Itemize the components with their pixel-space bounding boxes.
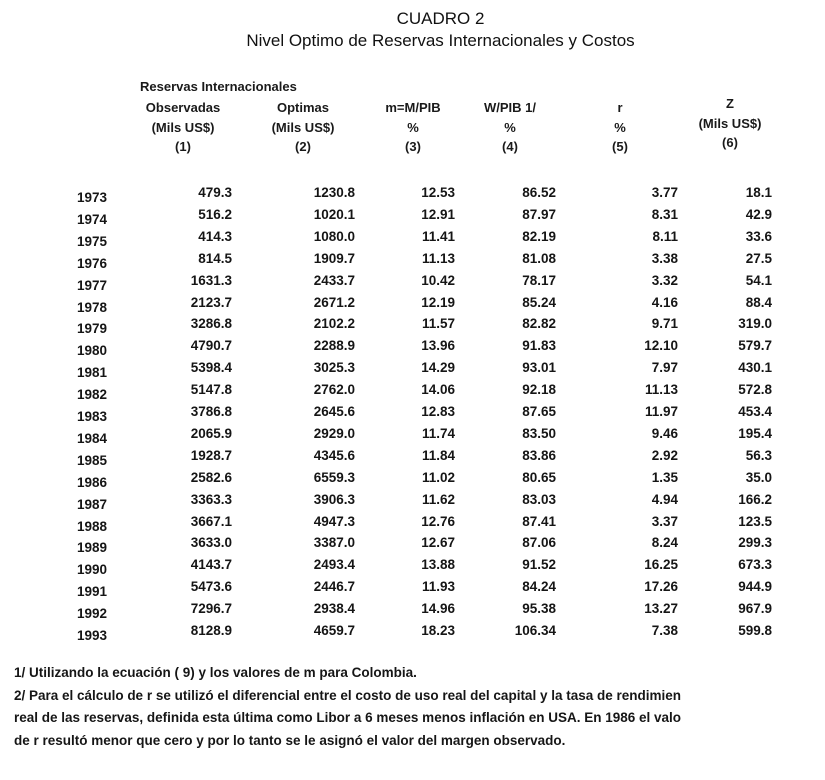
column-header-line: (1) [175, 139, 191, 154]
value-cell-col-5: 8.24 [651, 535, 678, 551]
value-cell-col-2: 1020.1 [313, 206, 355, 222]
value-cell-col-6: 56.3 [745, 447, 772, 463]
column-header-5 [590, 98, 650, 157]
value-cell-col-5: 1.35 [651, 469, 678, 485]
value-cell-col-2: 2645.6 [313, 404, 355, 419]
value-cell-col-6: 33.6 [745, 228, 772, 244]
column-header-line: Observadas [145, 100, 221, 115]
year-cell: 1992 [77, 606, 108, 622]
table-row [0, 557, 825, 579]
value-cell-col-5: 17.26 [644, 579, 678, 595]
value-cell-col-3: 13.96 [421, 338, 455, 354]
table-row [0, 601, 825, 623]
table-title: Nivel Optimo de Reservas Internacionales y Costos [246, 31, 635, 50]
year-cell: 1990 [77, 562, 108, 578]
column-header-line: r [617, 100, 623, 115]
value-cell-col-2: 4659.7 [313, 623, 355, 638]
value-cell-col-5: 11.97 [644, 404, 678, 419]
value-cell-col-1: 7296.7 [190, 601, 232, 617]
value-cell-col-1: 1631.3 [190, 272, 232, 288]
table-row [0, 229, 825, 251]
value-cell-col-2: 6559.3 [313, 469, 355, 485]
value-cell-col-4: 85.24 [522, 294, 556, 310]
value-cell-col-1: 3363.3 [190, 491, 232, 507]
value-cell-col-4: 87.06 [522, 535, 556, 551]
value-cell-col-1: 3786.8 [190, 404, 232, 419]
value-cell-col-4: 91.52 [522, 557, 556, 573]
value-cell-col-2: 4947.3 [313, 513, 355, 529]
value-cell-col-5: 8.11 [652, 228, 678, 244]
column-header-line: % [407, 119, 419, 135]
column-header-line: (Mils US$) [151, 119, 215, 135]
value-cell-col-1: 2123.7 [190, 294, 232, 310]
footnote-2-line-3: de r resultó menor que cero y por lo tanto se le asignó el valor del margen observado. [14, 732, 566, 748]
value-cell-col-5: 3.32 [651, 272, 678, 288]
value-cell-col-5: 2.92 [651, 447, 678, 463]
value-cell-col-6: 54.1 [745, 272, 772, 288]
value-cell-col-3: 11.84 [421, 447, 455, 463]
value-cell-col-5: 7.97 [651, 360, 678, 376]
value-cell-col-5: 4.94 [651, 491, 678, 507]
column-header-1 [128, 98, 238, 157]
value-cell-col-3: 11.62 [421, 491, 455, 507]
table-row [0, 295, 825, 317]
table-row [0, 492, 825, 514]
value-cell-col-6: 599.8 [738, 623, 772, 638]
value-cell-col-1: 414.3 [198, 228, 232, 244]
value-cell-col-6: 572.8 [738, 382, 772, 398]
value-cell-col-6: 18.1 [745, 185, 772, 200]
value-cell-col-3: 14.06 [421, 382, 455, 398]
year-cell: 1986 [77, 474, 108, 490]
value-cell-col-1: 5147.8 [190, 382, 232, 398]
value-cell-col-3: 12.19 [421, 294, 455, 310]
value-cell-col-2: 2102.2 [313, 316, 355, 332]
table-row [0, 316, 825, 338]
column-header-line: m=M/PIB [385, 100, 441, 115]
column-header-line: (Mils US$) [698, 115, 762, 131]
value-cell-col-3: 12.83 [421, 404, 455, 419]
value-cell-col-4: 91.83 [522, 338, 556, 354]
table-row [0, 185, 825, 207]
value-cell-col-4: 87.41 [522, 513, 556, 529]
value-cell-col-1: 1928.7 [190, 447, 232, 463]
year-cell: 1989 [77, 540, 108, 556]
table-row [0, 207, 825, 229]
column-header-line: (6) [722, 135, 738, 150]
table-row [0, 623, 825, 645]
column-header-4 [470, 98, 550, 157]
value-cell-col-1: 4790.7 [190, 338, 232, 354]
column-header-line: Optimas [276, 100, 329, 115]
column-header-line: (2) [295, 139, 311, 154]
value-cell-col-5: 9.46 [651, 425, 678, 441]
value-cell-col-2: 2446.7 [313, 579, 355, 595]
value-cell-col-6: 35.0 [745, 469, 772, 485]
footnotes [14, 662, 814, 752]
value-cell-col-5: 7.38 [651, 623, 678, 638]
value-cell-col-5: 4.16 [651, 294, 678, 310]
table-row [0, 514, 825, 536]
value-cell-col-4: 106.34 [514, 623, 556, 638]
column-header-line: (Mils US$) [271, 119, 335, 135]
value-cell-col-4: 93.01 [522, 360, 556, 376]
value-cell-col-2: 1230.8 [313, 185, 355, 200]
value-cell-col-1: 814.5 [198, 250, 232, 266]
value-cell-col-6: 967.9 [738, 601, 772, 617]
column-header-2 [248, 98, 358, 157]
value-cell-col-5: 3.77 [651, 185, 678, 200]
year-cell: 1983 [77, 409, 108, 424]
value-cell-col-6: 195.4 [738, 425, 772, 441]
value-cell-col-1: 479.3 [198, 185, 232, 200]
value-cell-col-4: 83.50 [522, 425, 556, 441]
value-cell-col-1: 5473.6 [190, 579, 232, 595]
value-cell-col-3: 12.76 [421, 513, 455, 529]
value-cell-col-2: 2762.0 [313, 382, 355, 398]
value-cell-col-6: 88.4 [745, 294, 772, 310]
year-cell: 1987 [77, 496, 108, 512]
column-header-line: % [614, 119, 626, 135]
value-cell-col-4: 84.24 [522, 579, 556, 595]
column-header-line: W/PIB 1/ [483, 100, 536, 115]
value-cell-col-2: 2288.9 [313, 338, 355, 354]
value-cell-col-3: 12.67 [421, 535, 455, 551]
value-cell-col-6: 673.3 [738, 557, 772, 573]
value-cell-col-4: 78.17 [522, 272, 556, 288]
table-row [0, 404, 825, 426]
value-cell-col-2: 2929.0 [313, 425, 355, 441]
year-cell: 1984 [77, 430, 108, 446]
value-cell-col-1: 516.2 [198, 206, 232, 222]
value-cell-col-6: 579.7 [738, 338, 772, 354]
value-cell-col-4: 95.38 [522, 601, 556, 617]
year-cell: 1993 [77, 628, 108, 643]
value-cell-col-5: 8.31 [651, 206, 678, 222]
value-cell-col-6: 27.5 [745, 250, 772, 266]
value-cell-col-3: 10.42 [421, 272, 455, 288]
value-cell-col-1: 2582.6 [190, 469, 232, 485]
value-cell-col-2: 2938.4 [313, 601, 355, 617]
value-cell-col-4: 80.65 [522, 469, 556, 485]
table-row [0, 470, 825, 492]
value-cell-col-3: 11.02 [421, 469, 455, 485]
table-row [0, 426, 825, 448]
year-cell: 1982 [77, 387, 108, 403]
value-cell-col-3: 14.96 [421, 601, 455, 617]
value-cell-col-1: 3667.1 [190, 513, 232, 529]
value-cell-col-3: 18.23 [421, 623, 455, 638]
column-header-line: (3) [405, 139, 421, 154]
column-header-line: (4) [502, 139, 518, 154]
table-row [0, 251, 825, 273]
value-cell-col-4: 83.03 [522, 491, 556, 507]
table-row [0, 535, 825, 557]
value-cell-col-6: 42.9 [745, 206, 772, 222]
value-cell-col-2: 2671.2 [313, 294, 355, 310]
value-cell-col-6: 123.5 [738, 513, 772, 529]
column-header-line: % [504, 119, 516, 135]
value-cell-col-4: 83.86 [522, 447, 556, 463]
value-cell-col-5: 3.37 [651, 513, 678, 529]
value-cell-col-5: 12.10 [644, 338, 678, 354]
value-cell-col-4: 82.19 [522, 228, 556, 244]
table-row [0, 382, 825, 404]
value-cell-col-1: 5398.4 [190, 360, 232, 376]
column-header-line: (5) [612, 139, 628, 154]
column-header-line: Z [726, 96, 734, 111]
value-cell-col-6: 944.9 [738, 579, 772, 595]
value-cell-col-5: 11.13 [644, 382, 678, 398]
value-cell-col-2: 3025.3 [313, 360, 355, 376]
column-header-6 [680, 94, 780, 153]
value-cell-col-3: 11.57 [421, 316, 455, 332]
value-cell-col-1: 4143.7 [190, 557, 232, 573]
value-cell-col-3: 14.29 [421, 360, 455, 376]
year-cell: 1975 [77, 233, 108, 249]
value-cell-col-4: 81.08 [522, 250, 556, 266]
value-cell-col-2: 3387.0 [313, 535, 355, 551]
value-cell-col-2: 2433.7 [313, 272, 355, 288]
value-cell-col-6: 319.0 [738, 316, 772, 332]
year-cell: 1980 [77, 343, 108, 359]
value-cell-col-6: 453.4 [738, 404, 772, 419]
value-cell-col-2: 2493.4 [313, 557, 355, 573]
year-cell: 1973 [77, 190, 108, 205]
value-cell-col-6: 166.2 [738, 491, 772, 507]
value-cell-col-5: 16.25 [644, 557, 678, 573]
table-row [0, 338, 825, 360]
value-cell-col-1: 8128.9 [190, 623, 232, 638]
value-cell-col-3: 11.93 [421, 579, 455, 595]
footnote-2-line-1: 2/ Para el cálculo de r se utilizó el diferencial entre el costo de uso real del capital y la tasa de rendimien [14, 687, 682, 703]
value-cell-col-4: 82.82 [522, 316, 556, 332]
value-cell-col-6: 299.3 [738, 535, 772, 551]
value-cell-col-6: 430.1 [738, 360, 772, 376]
year-cell: 1985 [77, 452, 108, 468]
year-cell: 1979 [77, 321, 108, 337]
year-cell: 1988 [77, 518, 108, 534]
table-row [0, 448, 825, 470]
value-cell-col-3: 12.53 [421, 185, 455, 200]
value-cell-col-2: 3906.3 [313, 491, 355, 507]
table-caption-number: CUADRO 2 [396, 9, 485, 28]
value-cell-col-4: 86.52 [522, 185, 556, 200]
value-cell-col-1: 3286.8 [190, 316, 232, 332]
value-cell-col-5: 9.71 [651, 316, 678, 332]
value-cell-col-3: 11.74 [421, 425, 455, 441]
table-row [0, 273, 825, 295]
year-cell: 1976 [77, 255, 108, 271]
year-cell: 1977 [77, 277, 108, 293]
value-cell-col-2: 1080.0 [313, 228, 355, 244]
table-row [0, 360, 825, 382]
value-cell-col-1: 3633.0 [190, 535, 232, 551]
value-cell-col-5: 13.27 [644, 601, 678, 617]
year-cell: 1978 [77, 299, 108, 315]
value-cell-col-2: 1909.7 [313, 250, 355, 266]
value-cell-col-4: 87.65 [522, 404, 556, 419]
value-cell-col-3: 13.88 [421, 557, 455, 573]
value-cell-col-3: 12.91 [421, 206, 455, 222]
value-cell-col-4: 92.18 [522, 382, 556, 398]
value-cell-col-1: 2065.9 [190, 425, 232, 441]
footnote-1: 1/ Utilizando la ecuación ( 9) y los valores de m para Colombia. [14, 665, 417, 680]
column-header-3 [368, 98, 458, 157]
value-cell-col-3: 11.41 [421, 228, 455, 244]
table-row [0, 579, 825, 601]
year-cell: 1981 [77, 365, 108, 381]
year-cell: 1974 [77, 211, 108, 227]
value-cell-col-5: 3.38 [651, 250, 678, 266]
footnote-2-line-2: real de las reservas, definida esta última como Libor a 6 meses menos inflación en USA. En 1986 el valo [14, 710, 682, 725]
year-cell: 1991 [77, 584, 108, 600]
value-cell-col-3: 11.13 [421, 250, 455, 266]
value-cell-col-4: 87.97 [522, 206, 556, 222]
group-header-reservas: Reservas Internacionales [140, 79, 297, 94]
value-cell-col-2: 4345.6 [313, 447, 355, 463]
